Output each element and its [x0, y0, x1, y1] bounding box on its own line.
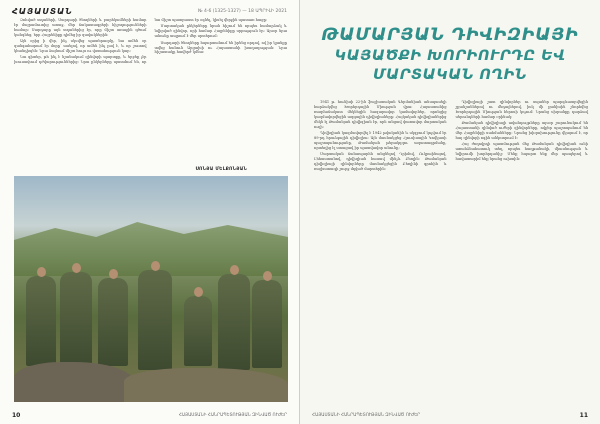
article-title	[314, 26, 586, 85]
paragraph: Զոհված տղաների, Սարդարի ծնողների և բարեկամների համար էր մայրամուտից առաջ, մեր ճակատագրերի հիշողությունների համար։ Սարդարը այն տղաներից էր, որը միշտ առաջին գծում կանգնեց, երբ Հայրենիքը դիմեց իր զավակներին։	[14, 18, 147, 37]
issue-info: № 4-6 (1325-1327) — 18 ԱՊՐԻԼԻ 2021	[197, 8, 287, 14]
soldier-figure	[218, 274, 250, 370]
left-article-text	[14, 18, 287, 166]
soldier-figure	[184, 296, 212, 366]
rock-foreground	[124, 368, 288, 402]
paragraph: Դիվիզիան կազմավորվել է 1942 թվականին և սկզբում կոչվում էր 89-րդ հրաձգային դիվիզիա։ Այն մասնակցեց Հյուսիսային Կովկասի պաշտպանությանը, Թամանյան թերակղզու ազատագրմանը, որտեղից էլ ստացավ իր պատվավոր անունը։	[314, 131, 447, 150]
soldier-figure	[98, 278, 128, 366]
page-number: 11	[579, 412, 588, 419]
author-byline: ՍՈՆՅԱ ՄԵԼՔՈՆՅԱՆ	[195, 167, 247, 172]
title-line-1: ԹԱՄԱՐՅԱՆ ԴԻՎԻԶԻԱՅԻ	[321, 25, 579, 45]
paragraph: 1941 թ. հունիսի 22-ին ֆաշիստական Գերմանիան անսպասելի հարձակվեց Խորհրդային Միության վրա։ Հայաստանից ռազմաճակատ մեկնեցին հազարավոր կամավորներ, որոնցից կազմավորվեցին ազգային դիվիզիաները։ Հայկական դիվիզիաներից մեկն էլ Թամանյան դիվիզիան էր, որն անցավ փառավոր մարտական ուղի։	[314, 100, 447, 129]
paragraph: Սարդարի ծնողները հպարտանում են իրենց որդով, ով իր կյանքը տվեց հանուն Արցախի ու Հայաստանի խաղաղության։ Նրա հիշատակը հավերժ կմնա։	[154, 40, 287, 55]
footer-text: ՀԱՅԱՍՏԱՆԻ ՀԱՆՐԱՊԵՏՈՒԹՅԱՆ ԶԻՆՎԱԾ ՈՒԺԵՐ	[178, 412, 287, 417]
soldier-figure	[26, 276, 56, 366]
paragraph: Մարտական ճանապարհն անցնելով Ղրիմով, Ուկրաինայով, Լեհաստանով, դիվիզիան հասավ մինչև Բեռլին։ Թամանյան դիվիզիայի զինվորները մասնակցեցին Բեռլինի գրոհին և ռայխստագի շուրջ մղված մարտերին։	[314, 152, 447, 171]
right-article-text	[314, 100, 588, 400]
footer-text: ՀԱՅԱՍՏԱՆԻ ՀԱՆՐԱՊԵՏՈՒԹՅԱՆ ԶԻՆՎԱԾ ՈՒԺԵՐ	[312, 412, 421, 417]
page-number: 10	[12, 412, 21, 419]
paragraph: Մարտական ընկերները նրան հիշում են որպես համարձակ և նվիրված զինվոր, որի համար Հայրենիքը սրբություն էր։ Այսօր նրա անունը ապրում է մեր սրտերում։	[154, 24, 287, 39]
soldiers-photo	[14, 176, 288, 402]
paragraph: Այն օրից ի վեր, ինչ սկսվեց պատերազմը, նա ամեն օր զանգահարում էր մորը՝ ասելով, որ ամեն ինչ լավ է, և որ շուտով կհանդիպեն։ Նրա ձայնում միշտ հույս ու վստահություն կար։	[14, 39, 147, 53]
footer-right	[312, 412, 588, 419]
soldier-figure	[252, 280, 282, 368]
paragraph: Թամանյան դիվիզիայի ավանդույթները այսօր շարունակում են Հայաստանի զինված ուժերի զինվորները, ովքեր պաշտպանում են մեր Հայրենիքի սահմանները։ Նրանց խիզախությունը վկայում է, որ հայ զինվորի ոգին անկոտրում է։	[455, 121, 588, 140]
right-page	[300, 0, 600, 424]
paragraph: Հայ ժողովրդի պատմության մեջ Թամանյան դիվիզիան ունի առանձնահատուկ տեղ, որպես հաղթանակի, միասնության և նվիրումի խորհրդանիշ։ Մենք հպարտ ենք մեր պապերով և հավատարիմ ենք նրանց ուխտին։	[455, 142, 588, 162]
rock-foreground	[14, 362, 134, 402]
footer-left	[12, 412, 287, 419]
title-line-2: ԿԱՅԱԾՔԻ ԽՈՐԻՈՒՐԴԸ ԵՎ ՄԱՐՏԱԿԱՆ ՈՂԻՆ	[334, 48, 566, 83]
paragraph: Նա գիտեր, թե ինչ է նշանակում զինվորի պարտքը, և երբեք չէր խուսափում դժվարություններից։ Նրա ընկերները պատմում են, որ նա միշտ պատրաստ էր օգնել, կիսել վերջին պատառ հացը։	[14, 18, 268, 65]
soldier-figure	[60, 272, 92, 368]
running-header-left	[12, 6, 287, 16]
soldier-figure	[138, 270, 172, 370]
paragraph: Դիվիզիայի շատ զինվորներ ու սպաներ պարգևատրվեցին շքանշաններով ու մեդալներով, իսկ մի քանիսին շնորհվեց Խորհրդային Միության հերոսի կոչում։ Նրանց սխրանքը դարձավ սերունդների համար օրինակ։	[455, 100, 588, 119]
magazine-logo: ՀԱՅԱՍՏԱՆ	[12, 6, 73, 16]
